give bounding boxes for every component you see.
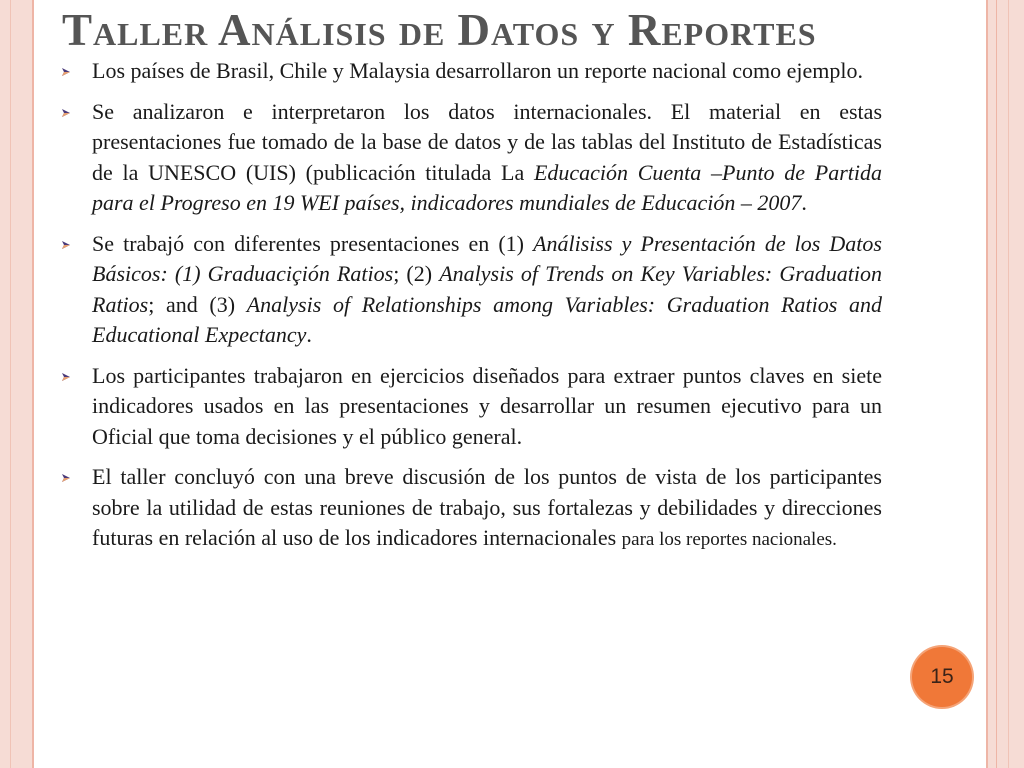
publication-title: Educación Cuenta –Punto de Partida para el Progreso en 19 WEI países, indicadores mundiales de Educación – 2007 xyxy=(92,159,882,215)
bullet-arrow-icon xyxy=(60,472,72,484)
bullet-item xyxy=(60,361,882,453)
bullet-arrow-icon xyxy=(60,239,72,251)
bullet-arrow-icon xyxy=(60,107,72,119)
bullet-text: El taller concluyó con una breve discusión de los puntos de vista de los participantes sobre la utilidad de estas reuniones de trabajo, sus fortalezas y debilidades y direcciones futuras en relación al uso de los indicadores internacionales xyxy=(92,464,882,550)
bullet-text: . xyxy=(801,190,807,215)
bullet-item xyxy=(60,97,882,219)
bullet-item xyxy=(60,229,882,351)
right-frame-border xyxy=(986,0,1024,768)
page-number-badge: 15 xyxy=(912,647,972,707)
bullet-text: Se trabajó con diferentes presentaciones en (1) xyxy=(92,230,534,256)
bullet-item xyxy=(60,462,882,556)
bullet-text: . xyxy=(306,322,312,347)
bullet-text: Los países de Brasil, Chile y Malaysia desarrollaron un reporte nacional como ejemplo. xyxy=(92,58,863,83)
presentation-title: Análisiss y Presentación de los Datos Básicos: (1) Graduaciçión Ratios xyxy=(92,230,882,286)
bullet-list xyxy=(60,56,882,566)
bullet-item xyxy=(60,56,882,87)
bullet-arrow-icon xyxy=(60,371,72,383)
bullet-text: Se analizaron e interpretaron los datos internacionales. El material en estas presentaciones fue tomado de la base de datos y de las tablas del Instituto de Estadísticas de la UNESCO (UIS) (publicación titulada La xyxy=(92,98,882,185)
slide-title: Taller Análisis de Datos y Reportes xyxy=(62,5,817,55)
presentation-title: Analysis of Relationships among Variables: Graduation Ratios and Educational Expectancy xyxy=(92,291,882,347)
bullet-text: ; (2) xyxy=(393,261,440,286)
bullet-text: ; and (3) xyxy=(148,291,247,317)
bullet-arrow-icon xyxy=(60,66,72,78)
bullet-text: Los participantes trabajaron en ejercicios diseñados para extraer puntos claves en siete indicadores usados en las presentaciones y desarrollar un resumen ejecutivo para un Oficial que toma decisiones y el público general. xyxy=(92,362,882,449)
bullet-text-small: para los reportes nacionales. xyxy=(621,529,837,550)
presentation-title: Analysis of Trends on Key Variables: Graduation Ratios xyxy=(92,261,882,317)
left-frame-border xyxy=(0,0,34,768)
